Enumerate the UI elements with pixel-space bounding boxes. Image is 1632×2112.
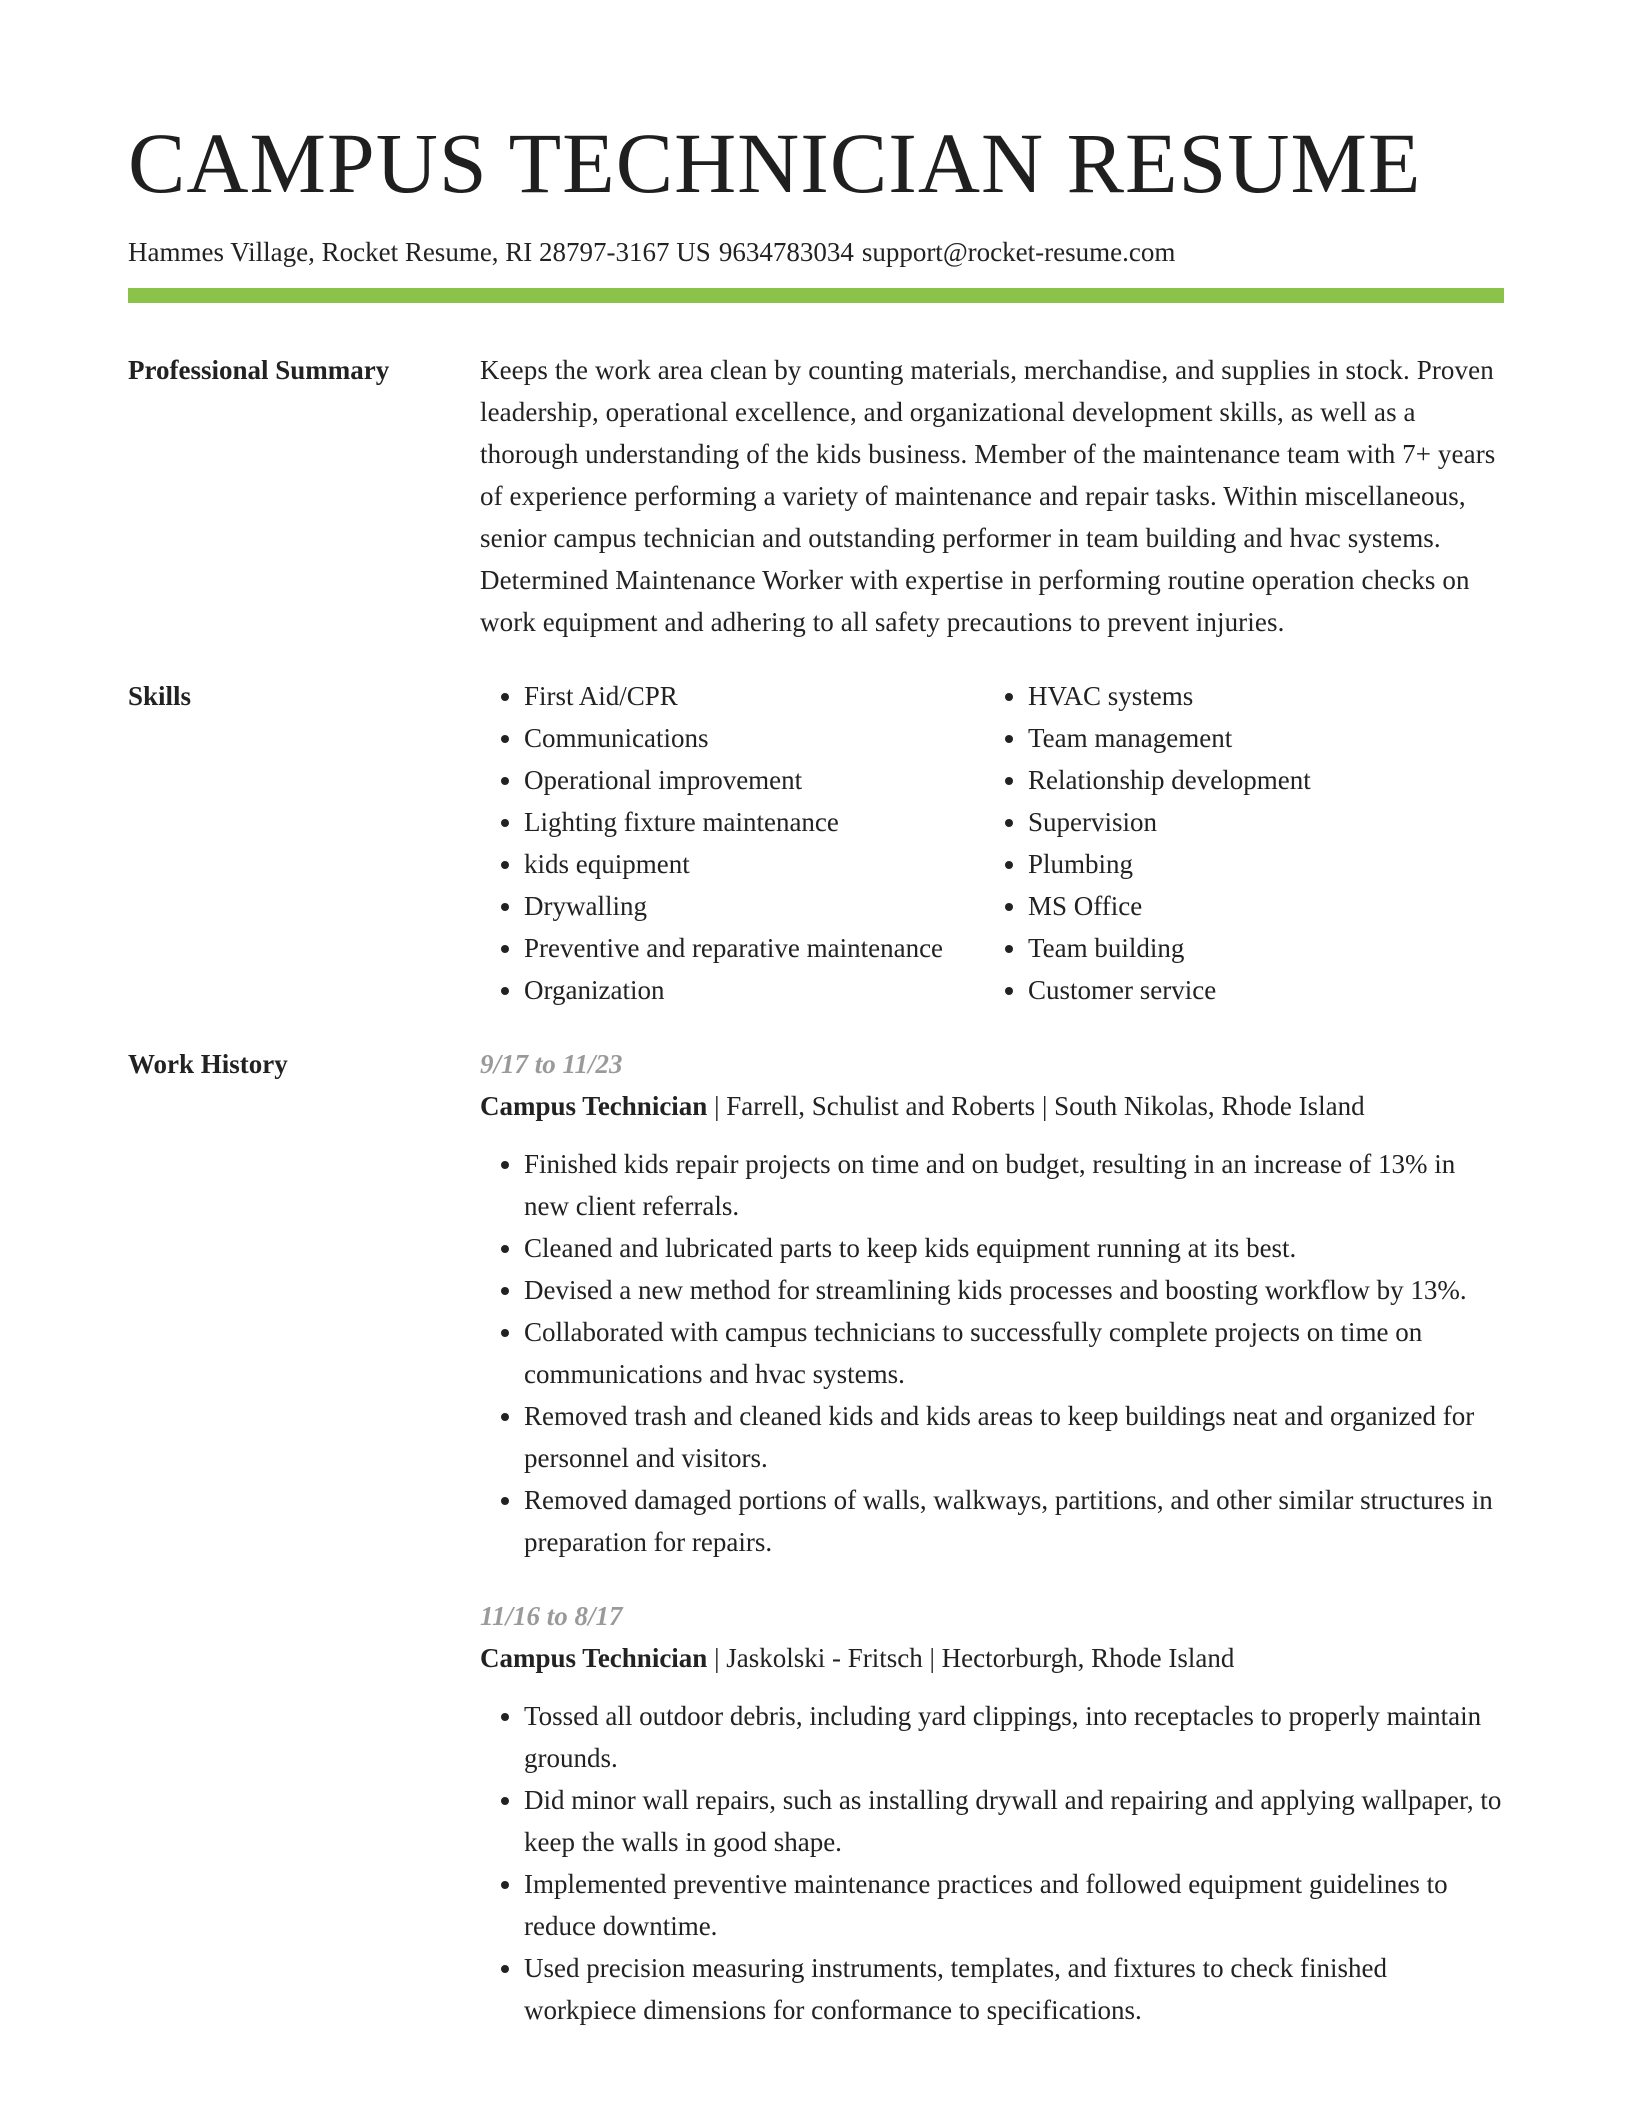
contact-address: Hammes Village, Rocket Resume, RI 28797-3167 US	[128, 237, 711, 267]
skill-item: • Relationship development	[1028, 759, 1311, 801]
skill-item: • Plumbing	[1028, 843, 1311, 885]
skill-item: • Team building	[1028, 927, 1311, 969]
skills-label: Skills	[128, 681, 192, 712]
skills-column-2	[984, 675, 1311, 1011]
job-bullet: • Finished kids repair projects on time and on budget, resulting in an increase of 13% in new client referrals.	[524, 1143, 1504, 1227]
job-bullet: • Devised a new method for streamlining kids processes and boosting workflow by 13%.	[524, 1269, 1504, 1311]
summary-section	[128, 303, 1504, 643]
job-details: | Farrell, Schulist and Roberts | South Nikolas, Rhode Island	[707, 1091, 1365, 1122]
job-bullet: • Implemented preventive maintenance practices and followed equipment guidelines to reduce downtime.	[524, 1863, 1504, 1947]
skill-item: • Supervision	[1028, 801, 1311, 843]
job-bullet: • Removed damaged portions of walls, walkways, partitions, and other similar structures in preparation for repairs.	[524, 1479, 1504, 1563]
job-bullet: • Removed trash and cleaned kids and kids areas to keep buildings neat and organized for personnel and visitors.	[524, 1395, 1504, 1479]
contact-line	[128, 236, 1504, 268]
job-heading	[480, 1637, 1504, 1679]
summary-label: Professional Summary	[128, 355, 390, 386]
job-dates: 11/16 to 8/17	[480, 1601, 623, 1632]
skill-item: • Operational improvement	[524, 759, 984, 801]
skill-item: • HVAC systems	[1028, 675, 1311, 717]
job-entry	[480, 1595, 1504, 2031]
resume-page	[128, 115, 1504, 2031]
job-entry	[480, 1043, 1504, 1563]
job-bullets	[480, 1695, 1504, 2031]
resume-title: CAMPUS TECHNICIAN RESUME	[128, 115, 1422, 211]
job-bullet: • Cleaned and lubricated parts to keep kids equipment running at its best.	[524, 1227, 1504, 1269]
work-history-section	[128, 1043, 1504, 2031]
job-bullet: • Used precision measuring instruments, templates, and fixtures to check finished workpiece dimensions for conformance to specifications.	[524, 1947, 1504, 2031]
skill-item: • Team management	[1028, 717, 1311, 759]
skill-item: • Drywalling	[524, 885, 984, 927]
skills-grid	[480, 675, 1504, 1011]
skill-item: • Communications	[524, 717, 984, 759]
job-title: Campus Technician	[480, 1091, 708, 1122]
skill-item: • Organization	[524, 969, 984, 1011]
summary-text: Keeps the work area clean by counting materials, merchandise, and supplies in stock. Proven leadership, operational excellence, and organizational development skills, as well as a thorough understanding of the kids business. Member of the maintenance team with 7+ years of experience performing a variety of maintenance and repair tasks. Within miscellaneous, senior campus technician and outstanding performer in team building and hvac systems. Determined Maintenance Worker with expertise in performing routine operation checks on work equipment and adhering to all safety precautions to prevent injuries.	[480, 355, 1496, 638]
job-title: Campus Technician	[480, 1643, 708, 1674]
job-bullet: • Tossed all outdoor debris, including yard clippings, into receptacles to properly maintain grounds.	[524, 1695, 1504, 1779]
header-accent-rule	[128, 288, 1504, 303]
skill-item: • MS Office	[1028, 885, 1311, 927]
skill-item: • Customer service	[1028, 969, 1311, 1011]
work-history-body	[480, 1043, 1504, 2031]
skills-column-1	[480, 675, 984, 1011]
skill-item: • Lighting fixture maintenance	[524, 801, 984, 843]
job-details: | Jaskolski - Fritsch | Hectorburgh, Rhode Island	[707, 1643, 1235, 1674]
job-heading	[480, 1085, 1504, 1127]
job-bullet: • Collaborated with campus technicians to successfully complete projects on time on communications and hvac systems.	[524, 1311, 1504, 1395]
work-history-label: Work History	[128, 1049, 288, 1080]
job-dates: 9/17 to 11/23	[480, 1049, 623, 1080]
contact-email[interactable]: support@rocket-resume.com	[861, 237, 1176, 267]
job-bullets	[480, 1143, 1504, 1563]
skills-section	[128, 675, 1504, 1011]
skill-item: • First Aid/CPR	[524, 675, 984, 717]
skill-item: • Preventive and reparative maintenance	[524, 927, 984, 969]
job-bullet: • Did minor wall repairs, such as installing drywall and repairing and applying wallpaper, to keep the walls in good shape.	[524, 1779, 1504, 1863]
contact-phone: 9634783034	[718, 237, 854, 267]
skill-item: • kids equipment	[524, 843, 984, 885]
